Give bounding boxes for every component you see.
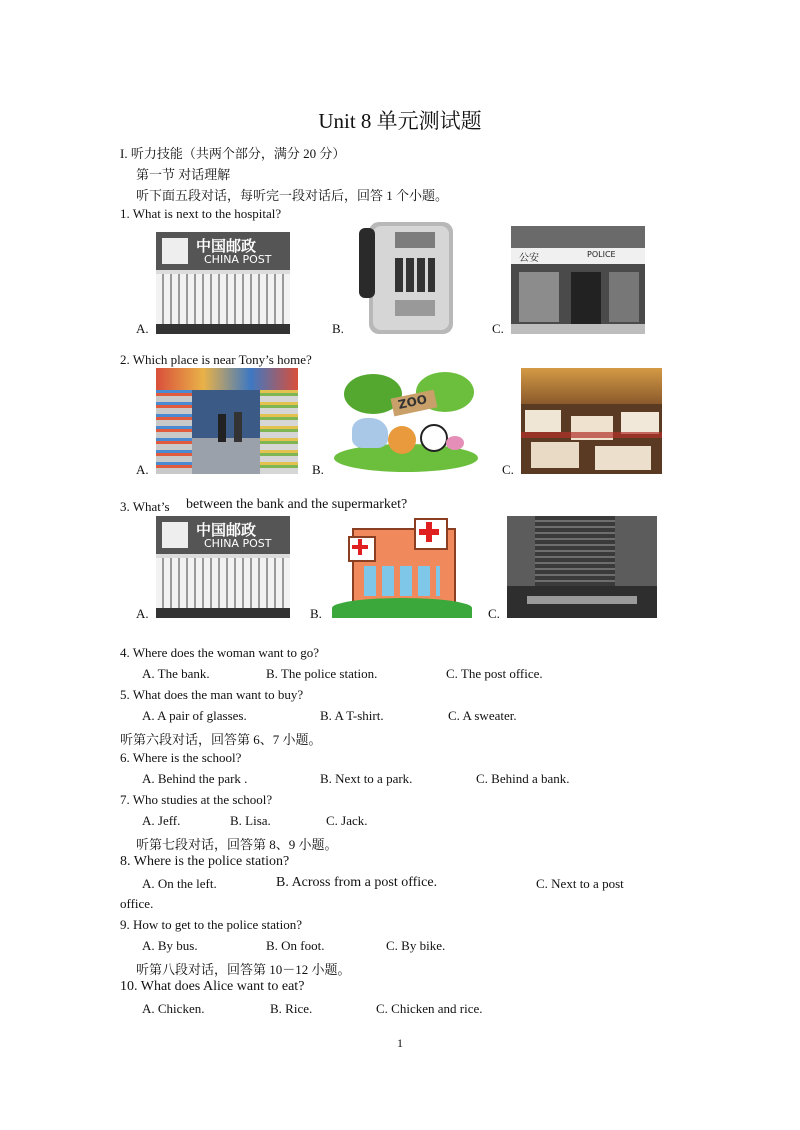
q10-option-c: C. Chicken and rice. (376, 1001, 483, 1016)
q2-zoo-image (330, 368, 482, 474)
q1-option-a-label: A. (136, 321, 149, 336)
question-9: 9. How to get to the police station? (120, 917, 302, 932)
q5-option-b: B. A T-shirt. (320, 708, 384, 723)
q10-option-a: A. Chicken. (142, 1001, 205, 1016)
q5-option-a: A. A pair of glasses. (142, 708, 247, 723)
q3-post-office-image (156, 516, 290, 618)
q2-restaurant-image (521, 368, 662, 474)
post-sign-en-text: CHINA POST (204, 253, 272, 266)
post-sign-text: 中国邮政 (196, 521, 257, 539)
q1-police-station-image (511, 226, 645, 334)
q2-option-b-label: B. (312, 462, 324, 477)
q4-option-a: A. The bank. (142, 666, 210, 681)
q1-payphone-image (357, 222, 453, 334)
note-dialogue-7: 听第七段对话，回答第 8、9 小题。 (136, 837, 338, 852)
instruction-text: 听下面五段对话，每听完一段对话后，回答 1 个小题。 (136, 188, 449, 203)
question-8: 8. Where is the police station? (120, 854, 290, 869)
q3-option-b-label: B. (310, 606, 322, 621)
question-3-rest: between the bank and the supermarket? (186, 497, 408, 512)
q7-option-c: C. Jack. (326, 813, 368, 828)
q3-option-a-label: A. (136, 606, 149, 621)
section-heading: I. 听力技能（共两个部分，满分 20 分） (120, 146, 346, 161)
police-sign-en-text: POLICE (587, 250, 616, 259)
q7-option-b: B. Lisa. (230, 813, 271, 828)
q9-option-a: A. By bus. (142, 938, 198, 953)
q2-option-c-label: C. (502, 462, 514, 477)
q9-option-b: B. On foot. (266, 938, 325, 953)
question-7: 7. Who studies at the school? (120, 792, 273, 807)
question-3-prefix: 3. What’s (120, 499, 170, 514)
post-sign-text: 中国邮政 (196, 237, 257, 255)
q8-option-c: C. Next to a post (536, 876, 624, 891)
question-5: 5. What does the man want to buy? (120, 687, 304, 702)
note-dialogue-6: 听第六段对话，回答第 6、7 小题。 (120, 732, 322, 747)
q1-post-office-image (156, 232, 290, 334)
question-1: 1. What is next to the hospital? (120, 206, 282, 221)
page-title: Unit 8 单元测试题 (318, 109, 482, 133)
q8-option-a: A. On the left. (142, 876, 217, 891)
q4-option-c: C. The post office. (446, 666, 543, 681)
post-sign-en-text: CHINA POST (204, 537, 272, 550)
question-10: 10. What does Alice want to eat? (120, 979, 305, 994)
q8-option-c-continued: office. (120, 896, 154, 911)
q2-option-a-label: A. (136, 462, 149, 477)
police-sign-text: 公安 (519, 253, 539, 264)
q4-option-b: B. The police station. (266, 666, 378, 681)
question-4: 4. Where does the woman want to go? (120, 645, 320, 660)
part-heading: 第一节 对话理解 (136, 167, 231, 182)
q9-option-c: C. By bike. (386, 938, 446, 953)
q6-option-b: B. Next to a park. (320, 771, 413, 786)
q3-hotel-building-image (507, 516, 657, 618)
q6-option-c: C. Behind a bank. (476, 771, 570, 786)
q3-option-c-label: C. (488, 606, 500, 621)
q2-supermarket-image (156, 368, 298, 474)
page-number: 1 (397, 1036, 403, 1050)
q10-option-b: B. Rice. (270, 1001, 313, 1016)
question-2: 2. Which place is near Tony’s home? (120, 352, 312, 367)
question-6: 6. Where is the school? (120, 750, 242, 765)
q1-option-c-label: C. (492, 321, 504, 336)
q1-option-b-label: B. (332, 321, 344, 336)
q5-option-c: C. A sweater. (448, 708, 517, 723)
q7-option-a: A. Jeff. (142, 813, 181, 828)
q3-hospital-image (328, 518, 476, 618)
q6-option-a: A. Behind the park . (142, 771, 248, 786)
zoo-sign-text: ZOO (396, 392, 429, 412)
q8-option-b: B. Across from a post office. (276, 875, 438, 890)
note-dialogue-8: 听第八段对话，回答第 10－12 小题。 (136, 962, 351, 977)
